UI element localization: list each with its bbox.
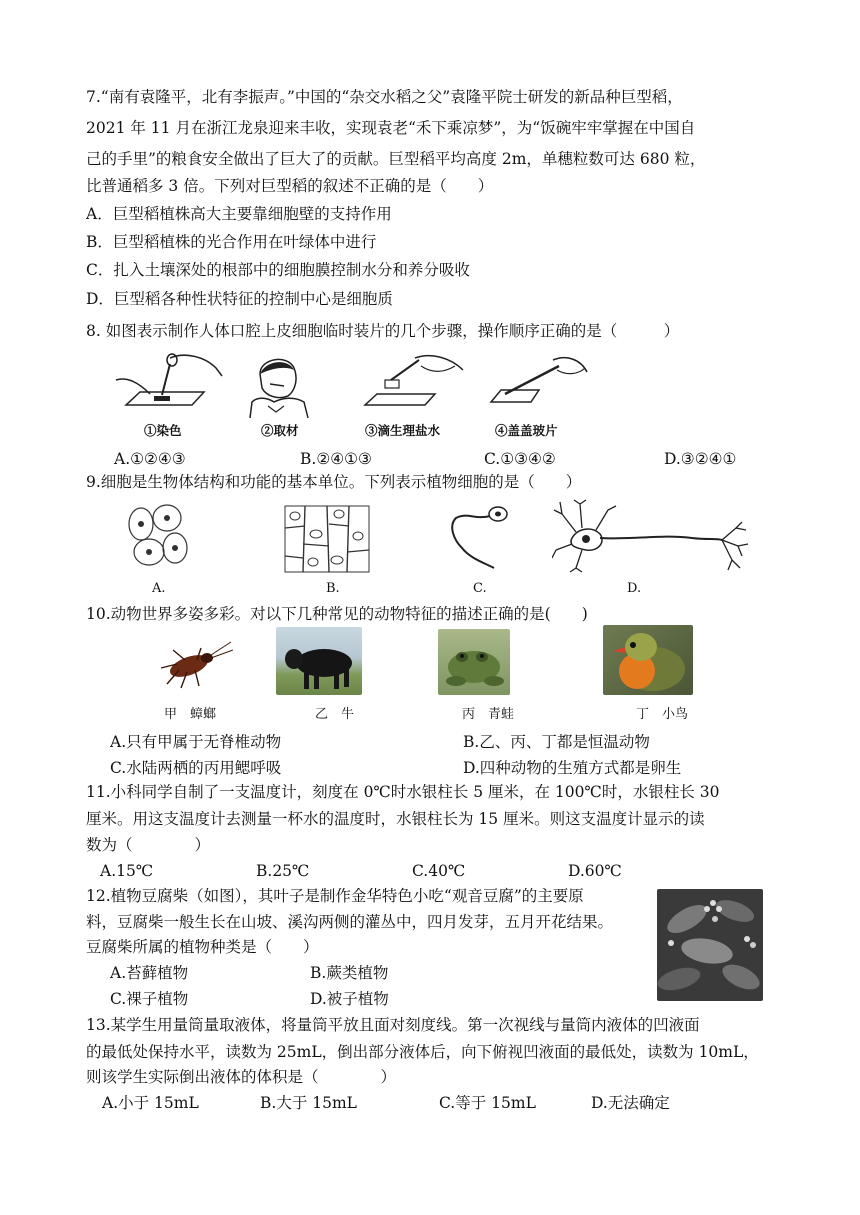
question-7-line-1: 7.“南有袁隆平，北有李振声。”中国的“杂交水稻之父”袁隆平院士研发的新品种巨型稻，: [86, 88, 683, 106]
neuron-figure: [552, 498, 752, 574]
question-13-option-d: D.无法确定: [591, 1094, 670, 1112]
cell-label-d: D.: [627, 581, 642, 596]
question-12-option-d: D.被子植物: [310, 990, 389, 1008]
cell-label-a: A.: [152, 581, 166, 596]
question-13-option-a: A.小于 15mL: [102, 1094, 199, 1112]
question-8-option-d: D.③②④①: [664, 450, 737, 468]
question-10-stem: 10.动物世界多姿多彩。对以下几种常见的动物特征的描述正确的是( ): [86, 605, 588, 623]
step-sampling-figure: [238, 350, 318, 420]
animal-caption-frog: 丙 青蛙: [462, 707, 515, 722]
question-13-line-3: 则该学生实际倒出液体的体积是（ ）: [86, 1068, 397, 1086]
question-12-option-a: A.苔藓植物: [110, 964, 189, 982]
question-12-option-c: C.裸子植物: [110, 990, 189, 1008]
step-saline-figure: [355, 350, 475, 415]
animal-caption-cockroach: 甲 蟑螂: [164, 707, 217, 722]
question-8-option-a: A.①②④③: [114, 450, 186, 468]
bird-photo: [603, 625, 693, 695]
question-11-line-2: 厘米。用这支温度计去测量一杯水的温度时，水银柱长为 15 厘米。则这支温度计显示的读: [86, 810, 705, 828]
question-7-option-a: A．巨型稻植株高大主要靠细胞壁的支持作用: [86, 205, 392, 223]
question-7-line-3: 己的手里”的粮食安全做出了巨大了的贡献。巨型稻平均高度 2m，单穗粒数可达 680 粒，: [86, 150, 706, 168]
cockroach-image: [155, 640, 233, 690]
question-12-line-3: 豆腐柴所属的植物种类是（ ）: [86, 938, 319, 956]
frog-photo: [438, 629, 510, 695]
question-12-line-2: 料，豆腐柴一般生长在山坡、溪沟两侧的灌丛中，四月发芽，五月开花结果。: [86, 913, 614, 931]
question-13-line-2: 的最低处保持水平，读数为 25mL，倒出部分液体后，向下俯视凹液面的最低处，读数为 10mL，: [86, 1043, 759, 1061]
question-13-option-b: B.大于 15mL: [260, 1094, 357, 1112]
step-staining-figure: [112, 350, 232, 415]
question-10-option-b: B.乙、丙、丁都是恒温动物: [463, 733, 650, 751]
question-11-option-b: B.25℃: [256, 862, 310, 880]
question-8-stem: 8. 如图表示制作人体口腔上皮细胞临时装片的几个步骤，操作顺序正确的是（ ）: [86, 322, 680, 340]
animal-cells-figure: [125, 500, 191, 572]
animal-caption-bird: 丁 小鸟: [636, 707, 689, 722]
question-8-option-b: B.②④①③: [300, 450, 372, 468]
question-7-line-2: 2021 年 11 月在浙江龙泉迎来丰收，实现袁老“禾下乘凉梦”，为“饭碗牢牢掌握在中国自: [86, 119, 696, 137]
question-7-option-b: B．巨型稻植株的光合作用在叶绿体中进行: [86, 233, 377, 251]
question-11-option-d: D.60℃: [568, 862, 622, 880]
step-3-caption: ③滴生理盐水: [365, 423, 441, 438]
question-7-option-d: D．巨型稻各种性状特征的控制中心是细胞质: [86, 290, 393, 308]
step-coverslip-figure: [487, 352, 592, 415]
question-10-option-a: A.只有甲属于无脊椎动物: [110, 733, 282, 751]
question-11-line-1: 11.小科同学自制了一支温度计，刻度在 0℃时水银柱长 5 厘米，在 100℃时，水银柱长 30: [86, 783, 720, 801]
doufuchai-plant-photo: [657, 889, 763, 1001]
question-8-option-c: C.①③④②: [484, 450, 556, 468]
cow-photo: [276, 627, 362, 695]
question-11-line-3: 数为（ ）: [86, 836, 211, 854]
question-12-line-1: 12.植物豆腐柴（如图），其叶子是制作金华特色小吃“观音豆腐”的主要原: [86, 887, 584, 905]
sperm-cell-figure: [448, 502, 514, 572]
question-7-option-c: C．扎入土壤深处的根部中的细胞膜控制水分和养分吸收: [86, 261, 470, 279]
animal-caption-cow: 乙 牛: [315, 707, 355, 722]
step-2-caption: ②取材: [261, 423, 299, 438]
question-13-option-c: C.等于 15mL: [439, 1094, 536, 1112]
step-4-caption: ④盖盖玻片: [495, 423, 558, 438]
question-11-option-c: C.40℃: [412, 862, 466, 880]
cell-label-c: C.: [473, 581, 487, 596]
question-9-stem: 9.细胞是生物体结构和功能的基本单位。下列表示植物细胞的是（ ）: [86, 473, 582, 491]
question-10-option-c: C.水陆两栖的丙用鳃呼吸: [110, 759, 282, 777]
question-11-option-a: A.15℃: [100, 862, 154, 880]
question-12-option-b: B.蕨类植物: [310, 964, 389, 982]
plant-cells-figure: [283, 504, 371, 574]
cell-label-b: B.: [326, 581, 340, 596]
step-1-caption: ①染色: [144, 423, 182, 438]
question-10-option-d: D.四种动物的生殖方式都是卵生: [463, 759, 682, 777]
question-7-line-4: 比普通稻多 3 倍。下列对巨型稻的叙述不正确的是（ ）: [86, 177, 494, 195]
question-13-line-1: 13.某学生用量筒量取液体，将量筒平放且面对刻度线。第一次视线与量筒内液体的凹液面: [86, 1016, 700, 1034]
